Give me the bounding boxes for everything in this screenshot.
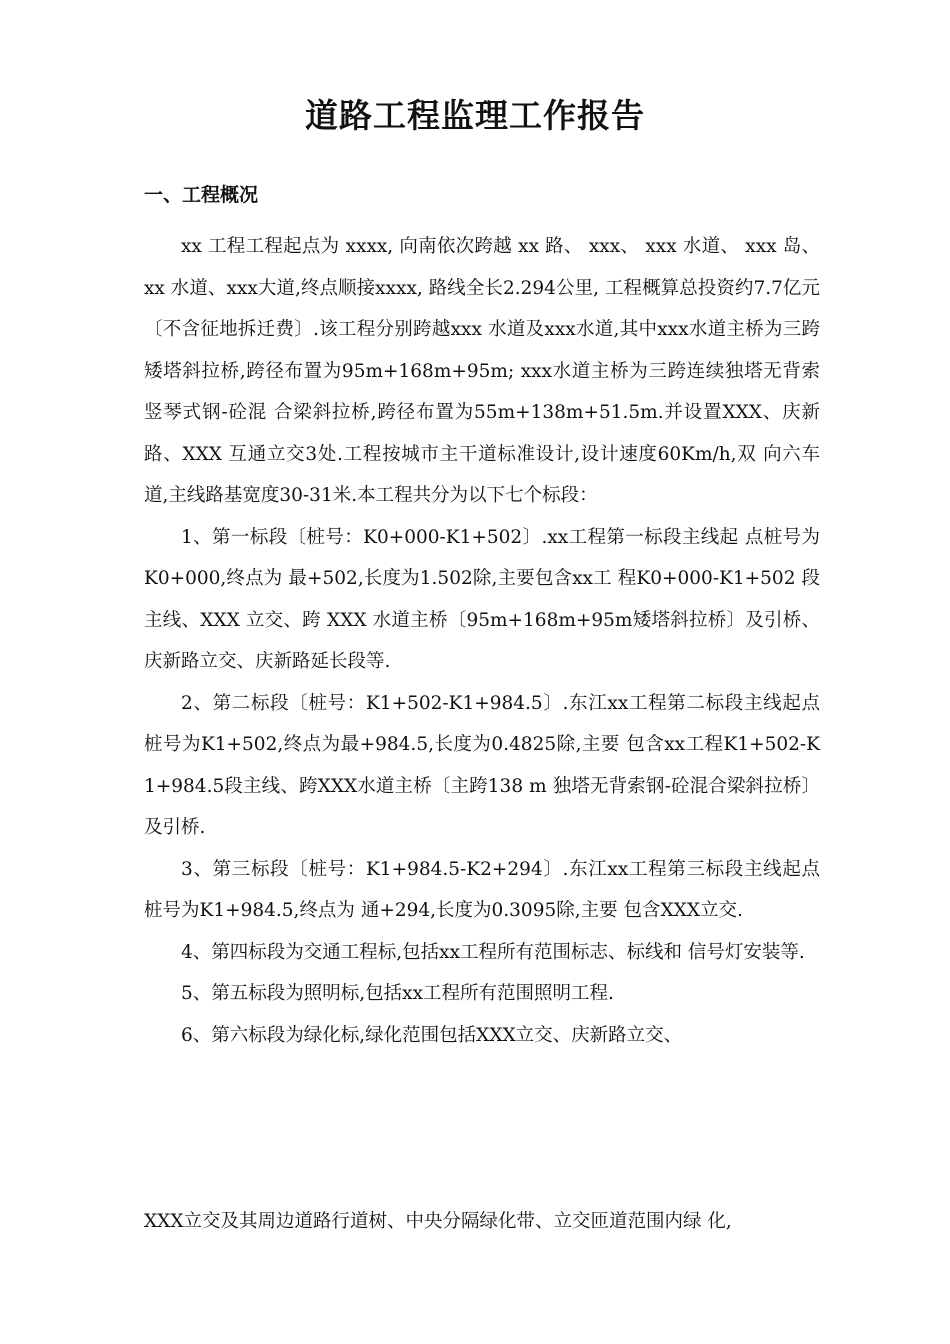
paragraph-section-4: 4、第四标段为交通工程标,包括xx工程所有范围标志、标线和 信号灯安装等. xyxy=(181,941,805,963)
paragraph-section-1: 1、第一标段〔桩号：K0+000-K1+502〕.xx工程第一标段主线起 点桩号为K0+000,终点为 最+502,长度为1.502除,主要包含xx工 程K0+000-K1+502 段主线、XXX 立交、跨 XXX 水道主桥〔95m+168m+95m矮塔斜拉桥〕及引桥、庆新路立交、庆新路延长段等. xyxy=(144,526,820,672)
paragraph-section-5: 5、第五标段为照明标,包括xx工程所有范围照明工程. xyxy=(181,983,614,1004)
paragraph-section-2: 2、第二标段〔桩号：K1+502-K1+984.5〕.东江xx工程第二标段主线起点桩号为K1+502,终点为最+984.5,长度为0.4825除,主要 包含xx工程K1+502-K1+984.5段主线、跨XXX水道主桥〔主跨138 m 独塔无背索钢-砼混合梁斜拉桥〕及引桥. xyxy=(144,692,820,838)
document-body xyxy=(144,226,820,1056)
paragraph-section-3: 3、第三标段〔桩号：K1+984.5-K2+294〕.东江xx工程第三标段主线起点桩号为K1+984.5,终点为 通+294,长度为0.3095除,主要 包含XXX立交. xyxy=(144,858,820,921)
paragraph-section-6: 6、第六标段为绿化标,绿化范围包括XXX立交、庆新路立交、 xyxy=(181,1024,683,1046)
section-heading: 一、工程概况 xyxy=(144,184,259,206)
paragraph-overview: xx 工程工程起点为 xxxx, 向南依次跨越 xx 路、 xxx、 xxx 水道、 xxx 岛、xx 水道、xxx大道,终点顺接xxxx, 路线全长2.294公里, 工程概算总投资约7.7亿元〔不含征地拆迁费〕.该工程分别跨越xxx 水道及xxx水道,其中xxx水道主桥为三跨矮塔斜拉桥,跨径布置为95m+168m+95m; xxx水道主桥为三跨连续独塔无背索竖琴式钢-砼混 合梁斜拉桥,跨径布置为55m+138m+51.5m.并设置XXX、庆新路、XXX 互通立交3处.工程按城市主干道标准设计,设计速度60Km/h,双 向六车道,主线路基宽度30-31米.本工程共分为以下七个标段： xyxy=(144,236,820,506)
document-title: 道路工程监理工作报告 xyxy=(305,96,645,135)
paragraph-continuation: XXX立交及其周边道路行道树、中央分隔绿化带、立交匝道范围内绿 化, xyxy=(144,1211,732,1232)
